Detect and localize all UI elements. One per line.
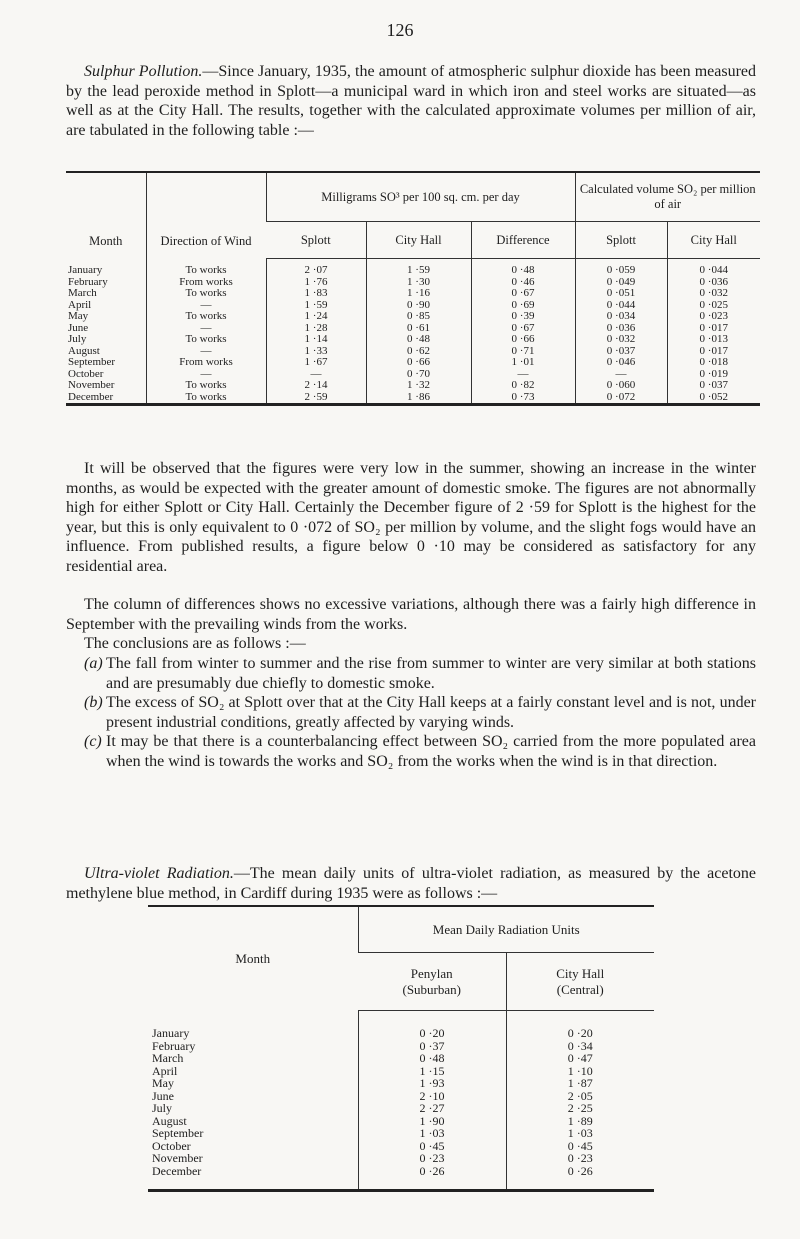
so2-mg-group-header: Milligrams SO³ per 100 sq. cm. per day [266,172,575,222]
so2-table-body [66,259,760,405]
so2-cell: 1 ·14 [266,334,366,346]
conclusion-c-label: (c) [84,733,102,751]
so2-cell: — [146,369,266,381]
so2-cell: 0 ·017 [667,346,760,358]
so2-cell: 0 ·70 [366,369,471,381]
conclusion-b [84,693,756,732]
so2-cell: 0 ·072 [575,392,667,405]
uv-cell: 1 ·89 [506,1115,654,1128]
so2-cell: From works [146,277,266,289]
so2-cell: 0 ·48 [471,259,575,277]
so2-cell: 0 ·044 [667,259,760,277]
so2-cell: 0 ·023 [667,311,760,323]
so2-cell: September [68,356,116,368]
uv-table-row [148,1011,654,1040]
so2-cell: 0 ·032 [575,334,667,346]
so2-cell: February [68,275,108,288]
so2-cell: — [471,369,575,381]
conclusions-list [84,654,756,772]
so2-vol-group-header: Calculated volume SO₂ per million of air [575,172,760,222]
so2-cell: 0 ·017 [667,323,760,335]
so2-cell: 2 ·07 [266,259,366,277]
uv-cell: September [152,1126,204,1140]
uv-cell: 0 ·20 [506,1011,654,1040]
uv-table-row [148,1152,654,1165]
so2-direction-header: Direction of Wind [146,172,266,259]
uv-heading: Ultra-violet Radiation. [84,865,234,882]
so2-cell: 0 ·036 [575,323,667,335]
so2-cell: August [68,344,100,357]
so2-cityhall-header: City Hall [366,222,471,259]
uv-cell: January [152,1025,190,1040]
so2-cell: To works [146,380,266,392]
so2-cell: 1 ·30 [366,277,471,289]
uv-penylan-header [358,953,506,1011]
so2-cell: July [68,333,87,345]
uv-cell: 0 ·34 [506,1040,654,1053]
uv-cell: 2 ·25 [506,1102,654,1115]
discussion-p1: It will be observed that the figures were very low in the summer, showing an increase in the winter months, as would be expected with the greater amount of domestic smoke. The figures are not abnormally high for either Splott or City Hall. Certainly the December figure of 2 ·59 for Splott is the highest for the year, but this is only equivalent to 0 ·072 of SO₂ per million by volume, and the slight fogs would have an influence. From published results, a figure below 0 ·10 may be considered as satisfactory for any residential area. [66,460,756,575]
so2-cell: 0 ·044 [575,300,667,312]
so2-cell: 1 ·32 [366,380,471,392]
uv-cell: 1 ·87 [506,1077,654,1090]
uv-cell: 1 ·93 [358,1077,506,1090]
so2-table-row [66,288,760,300]
uv-table-row [148,1127,654,1140]
uv-cell: May [152,1076,174,1090]
so2-cell: November [68,379,115,391]
so2-cell: December [68,390,114,403]
uv-cityhall-title: City Hall [556,965,605,981]
uv-cell: 0 ·26 [358,1165,506,1191]
uv-cell: March [152,1051,184,1065]
uv-text: —The mean daily units of ultra-violet radiation, as measured by the acetone methylene blue method, in Cardiff during 1935 were as follows :— [66,865,756,902]
so2-cell: 0 ·90 [366,300,471,312]
sulphur-heading: Sulphur Pollution. [84,63,203,80]
so2-cell: 0 ·032 [667,288,760,300]
so2-cell: 0 ·037 [575,346,667,358]
conclusion-a-text: The fall from winter to summer and the rise from summer to winter are very similar at both stations and are presumably due chiefly to domestic smoke. [106,655,756,692]
so2-table [66,171,760,406]
uv-cityhall-subtitle: (Central) [556,981,604,997]
uv-cell: 0 ·23 [506,1152,654,1165]
so2-cell: 1 ·28 [266,323,366,335]
uv-cell: 2 ·05 [506,1090,654,1103]
so2-cell: 1 ·01 [471,357,575,369]
uv-penylan-title: Penylan [410,965,453,981]
conclusion-a-label: (a) [84,655,103,672]
so2-cell: April [68,298,92,311]
so2-vol-splott-header: Splott [575,222,667,259]
so2-cell: 0 ·025 [667,300,760,312]
uv-cell: July [152,1101,173,1115]
uv-paragraph [66,864,756,903]
so2-cell: 0 ·037 [667,380,760,392]
uv-cell: 1 ·03 [358,1127,506,1140]
so2-cell: 0 ·46 [471,277,575,289]
uv-table-row [148,1165,654,1191]
so2-cell: — [575,369,667,381]
so2-cell: March [68,287,97,299]
uv-table-row [148,1052,654,1065]
so2-cell: 1 ·86 [366,392,471,405]
so2-splott-header: Splott [266,222,366,259]
so2-cell: 0 ·67 [471,288,575,300]
so2-cell: — [146,300,266,312]
uv-table [148,905,654,1192]
uv-cell: 1 ·03 [506,1127,654,1140]
so2-cell: To works [146,311,266,323]
so2-cell: 1 ·76 [266,277,366,289]
so2-cell: 1 ·24 [266,311,366,323]
uv-cell: April [152,1063,178,1078]
uv-cell: 0 ·45 [358,1140,506,1153]
so2-cell: 0 ·82 [471,380,575,392]
uv-cell: 1 ·10 [506,1065,654,1078]
so2-cell: 0 ·049 [575,277,667,289]
so2-cell: To works [146,288,266,300]
so2-cell: 0 ·69 [471,300,575,312]
so2-cell: 1 ·59 [366,259,471,277]
so2-month-header: Month [89,233,123,248]
so2-difference-header: Difference [471,222,575,259]
uv-cell: December [152,1163,202,1178]
uv-cell: 0 ·48 [358,1052,506,1065]
conclusion-b-label: (b) [84,694,103,712]
so2-cell: 0 ·060 [575,380,667,392]
uv-cell: 0 ·23 [358,1152,506,1165]
so2-table-row [66,392,760,405]
uv-penylan-subtitle: (Suburban) [402,981,461,997]
so2-cell: 1 ·83 [266,288,366,300]
so2-cell: — [146,346,266,358]
so2-cell: 1 ·67 [266,357,366,369]
so2-cell: 1 ·33 [266,346,366,358]
so2-table-row [66,334,760,346]
conclusion-c-text: It may be that there is a counterbalancing effect between SO₂ carried from the more populated area when the wind is towards the works and SO₂ from the works when the wind is in that direction. [106,733,756,770]
so2-cell: 0 ·013 [667,334,760,346]
so2-cell: To works [146,334,266,346]
uv-cell: June [152,1088,174,1103]
so2-cell: 0 ·052 [667,392,760,405]
intro-text: —Since January, 1935, the amount of atmospheric sulphur dioxide has been measured by the lead peroxide method in Splott—a municipal ward in which iron and steel works are situated—as well as at the City Hall. The results, together with the calculated approximate volumes per million of air, are tabulated in the following table :— [66,63,757,139]
so2-cell: To works [146,392,266,405]
so2-cell: 0 ·71 [471,346,575,358]
so2-table-row [66,311,760,323]
so2-cell: 2 ·14 [266,380,366,392]
uv-table-row [148,1077,654,1090]
discussion-p3: The conclusions are as follows :— [84,635,306,652]
so2-table-row [66,380,760,392]
so2-cell: 0 ·018 [667,357,760,369]
so2-cell: January [68,263,103,276]
so2-cell: 1 ·59 [266,300,366,312]
uv-cell: 0 ·20 [358,1011,506,1040]
so2-cell: 0 ·059 [575,259,667,277]
so2-vol-cityhall-header: City Hall [667,222,760,259]
so2-cell: May [68,310,89,322]
so2-cell: 0 ·62 [366,346,471,358]
uv-group-header: Mean Daily Radiation Units [358,906,654,953]
so2-cell: June [68,321,89,334]
so2-cell: 0 ·019 [667,369,760,381]
conclusion-b-text: The excess of SO₂ at Splott over that at the City Hall keeps at a fairly constant level and is not, under present industrial conditions, greatly affected by varying winds. [106,694,756,731]
uv-cell: 0 ·47 [506,1052,654,1065]
uv-cityhall-header [506,953,654,1011]
so2-cell: From works [146,357,266,369]
so2-cell: — [146,323,266,335]
intro-paragraph [66,62,756,140]
uv-cell: August [152,1113,187,1128]
uv-cell: October [152,1138,191,1153]
so2-cell: 0 ·034 [575,311,667,323]
so2-table-row [66,259,760,277]
uv-month-header: Month [235,950,271,966]
so2-cell: 0 ·48 [366,334,471,346]
so2-cell: 0 ·67 [471,323,575,335]
so2-table-row [66,357,760,369]
so2-cell: 0 ·046 [575,357,667,369]
uv-table-row [148,1102,654,1115]
so2-cell: 0 ·85 [366,311,471,323]
so2-cell: — [266,369,366,381]
uv-cell: 2 ·27 [358,1102,506,1115]
discussion-p2: The column of differences shows no excessive variations, although there was a fairly high difference in September with the prevailing winds from the works. [66,596,756,633]
uv-cell: November [152,1151,203,1165]
conclusion-a [84,654,756,693]
uv-cell: 1 ·15 [358,1065,506,1078]
so2-cell: 2 ·59 [266,392,366,405]
so2-cell: October [68,367,104,380]
so2-cell: To works [146,259,266,277]
uv-cell: 1 ·90 [358,1115,506,1128]
page-number: 126 [386,20,414,40]
uv-cell: 2 ·10 [358,1090,506,1103]
so2-cell: 1 ·16 [366,288,471,300]
so2-cell: 0 ·66 [471,334,575,346]
uv-cell: 0 ·45 [506,1140,654,1153]
so2-cell: 0 ·036 [667,277,760,289]
so2-cell: 0 ·051 [575,288,667,300]
so2-cell: 0 ·73 [471,392,575,405]
uv-table-body [148,1011,654,1191]
conclusion-c [84,732,756,771]
uv-cell: 0 ·37 [358,1040,506,1053]
uv-cell: 0 ·26 [506,1165,654,1191]
so2-cell: 0 ·61 [366,323,471,335]
uv-cell: February [152,1038,196,1053]
so2-cell: 0 ·66 [366,357,471,369]
so2-cell: 0 ·39 [471,311,575,323]
